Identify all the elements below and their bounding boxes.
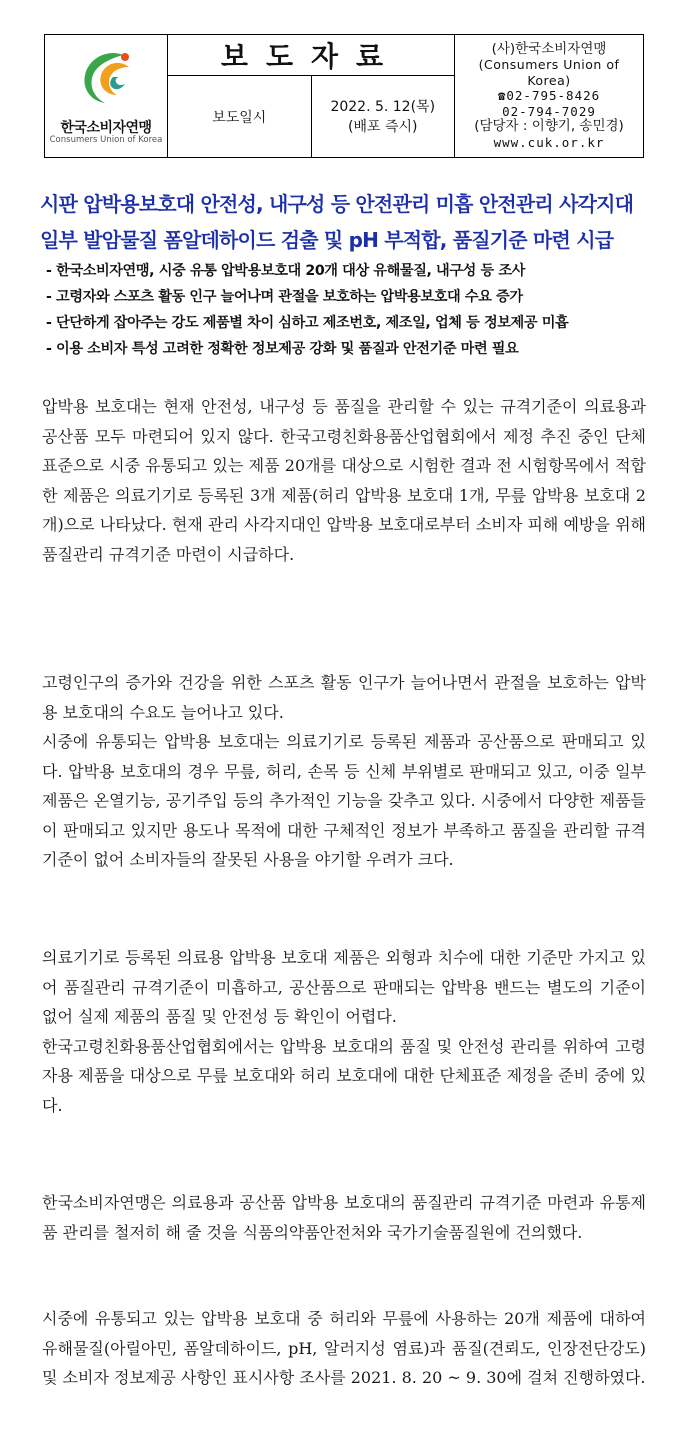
press-release-title: 보도자료: [168, 35, 455, 76]
release-date: 2022. 5. 12(목): [330, 98, 436, 115]
paragraph-text: 의료기기로 등록된 의료용 압박용 보호대 제품은 외형과 치수에 대한 기준만 가지고 있어 품질관리 규격기준이 미흡하고, 공산품으로 판매되는 압박용 밴드는 별도의 기준이 없어 실제 제품의 품질 및 안전성 등 확인이 어렵다.: [42, 948, 646, 1026]
body-paragraph-5: [42, 1304, 646, 1393]
headline-line-2: 일부 발암물질 폼알데하이드 검출 및 pH 부적합, 품질기준 마련 시급: [40, 228, 614, 252]
release-label-cell: [168, 76, 312, 158]
press-release-header: [44, 34, 644, 158]
phone-secondary: 02-794-7029: [502, 103, 596, 119]
paragraph-text: 압박용 보호대는 현재 안전성, 내구성 등 품질을 관리할 수 있는 규격기준이 의료용과 공산품 모두 마련되어 있지 않다. 한국고령친화용품산업협회에서 제정 추진 중인 단체표준으로 시중 유통되고 있는 제품 20개를 대상으로 시험한 결과 전 시험항목에서 적합한 제품은 의료기기로 등록된 3개 제품(허리 압박용 보호대 1개, 무릎 압박용 보호대 2개)으로 나타났다. 현재 관리 사각지대인 압박용 보호대로부터 소비자 피해 예방을 위해 품질관리 규격기준 마련이 시급하다.: [42, 397, 646, 564]
logo-english-name: Consumers Union of Korea: [49, 135, 163, 145]
release-note: (배포 즉시): [348, 118, 418, 135]
summary-bullets: [46, 258, 666, 362]
summary-bullet: - 한국소비자연맹, 시중 유통 압박용보호대 20개 대상 유해물질, 내구성 등 조사: [46, 263, 525, 279]
paragraph-text: 한국소비자연맹은 의료용과 공산품 압박용 보호대의 품질관리 규격기준 마련과 유통제품 관리를 철저히 해 줄 것을 식품의약품안전처와 국가기술품질원에 건의했다.: [42, 1193, 646, 1242]
paragraph-text: 한국고령친화용품산업협회에서는 압박용 보호대의 품질 및 안전성 관리를 위하여 고령자용 제품을 대상으로 무릎 보호대와 허리 보호대에 대한 단체표준 제정을 준비 중에 있다.: [42, 1036, 646, 1115]
logo-cell: [45, 35, 168, 158]
contact-persons: (담당자 : 이향기, 송민경): [474, 118, 624, 135]
consumers-union-logo-icon: [79, 47, 135, 109]
org-name-english: (Consumers Union of Korea): [478, 57, 620, 88]
summary-bullet: - 이용 소비자 특성 고려한 정확한 정보제공 강화 및 품질과 안전기준 마련 필요: [46, 341, 519, 357]
org-name-korean: (사)한국소비자연맹: [491, 40, 607, 57]
headline-line-1: 시판 압박용보호대 안전성, 내구성 등 안전관리 미흡 안전관리 사각지대: [40, 192, 634, 216]
paragraph-text: 시중에 유통되는 압박용 보호대는 의료기기로 등록된 제품과 공산품으로 판매되고 있다. 압박용 보호대의 경우 무릎, 허리, 손목 등 신체 부위별로 판매되고 있고, 이중 일부제품은 온열기능, 공기주입 등의 추가적인 기능을 갖추고 있다. 시중에서 다양한 제품들이 판매되고 있지만 용도나 목적에 대한 구체적인 정보가 부족하고 품질을 관리할 규격기준이 없어 소비자들의 잘못된 사용을 야기할 우려가 크다.: [42, 732, 646, 869]
paragraph-text: 시중에 유통되고 있는 압박용 보호대 중 허리와 무릎에 사용하는 20개 제품에 대하여 유해물질(아릴아민, 폼알데하이드, pH, 알러지성 염료)과 품질(견뢰도, 인장전단강도) 및 소비자 정보제공 사항인 표시사항 조사를 2021. 8. 20 ~ 9. 30에 걸쳐 진행하였다.: [42, 1309, 646, 1387]
paragraph-text: 고령인구의 증가와 건강을 위한 스포츠 활동 인구가 늘어나면서 관절을 보호하는 압박용 보호대의 수요도 늘어나고 있다.: [42, 673, 646, 722]
body-paragraph-3: [42, 943, 646, 1120]
website-link[interactable]: www.cuk.or.kr: [493, 134, 605, 150]
release-date-cell: [311, 76, 455, 158]
summary-bullet: - 단단하게 잡아주는 강도 제품별 차이 심하고 제조번호, 제조일, 업체 등 정보제공 미흡: [46, 315, 569, 331]
organization-contact-cell: [455, 35, 644, 158]
logo-korean-name: 한국소비자연맹: [60, 120, 152, 136]
release-date-label: 보도일시: [212, 109, 267, 126]
body-paragraph-2: [42, 668, 646, 875]
phone-primary: ☎02-795-8426: [497, 88, 601, 104]
body-paragraph-1: [42, 392, 646, 569]
summary-bullet: - 고령자와 스포츠 활동 인구 늘어나며 관절을 보호하는 압박용보호대 수요 증가: [46, 289, 523, 305]
body-paragraph-4: [42, 1188, 646, 1247]
